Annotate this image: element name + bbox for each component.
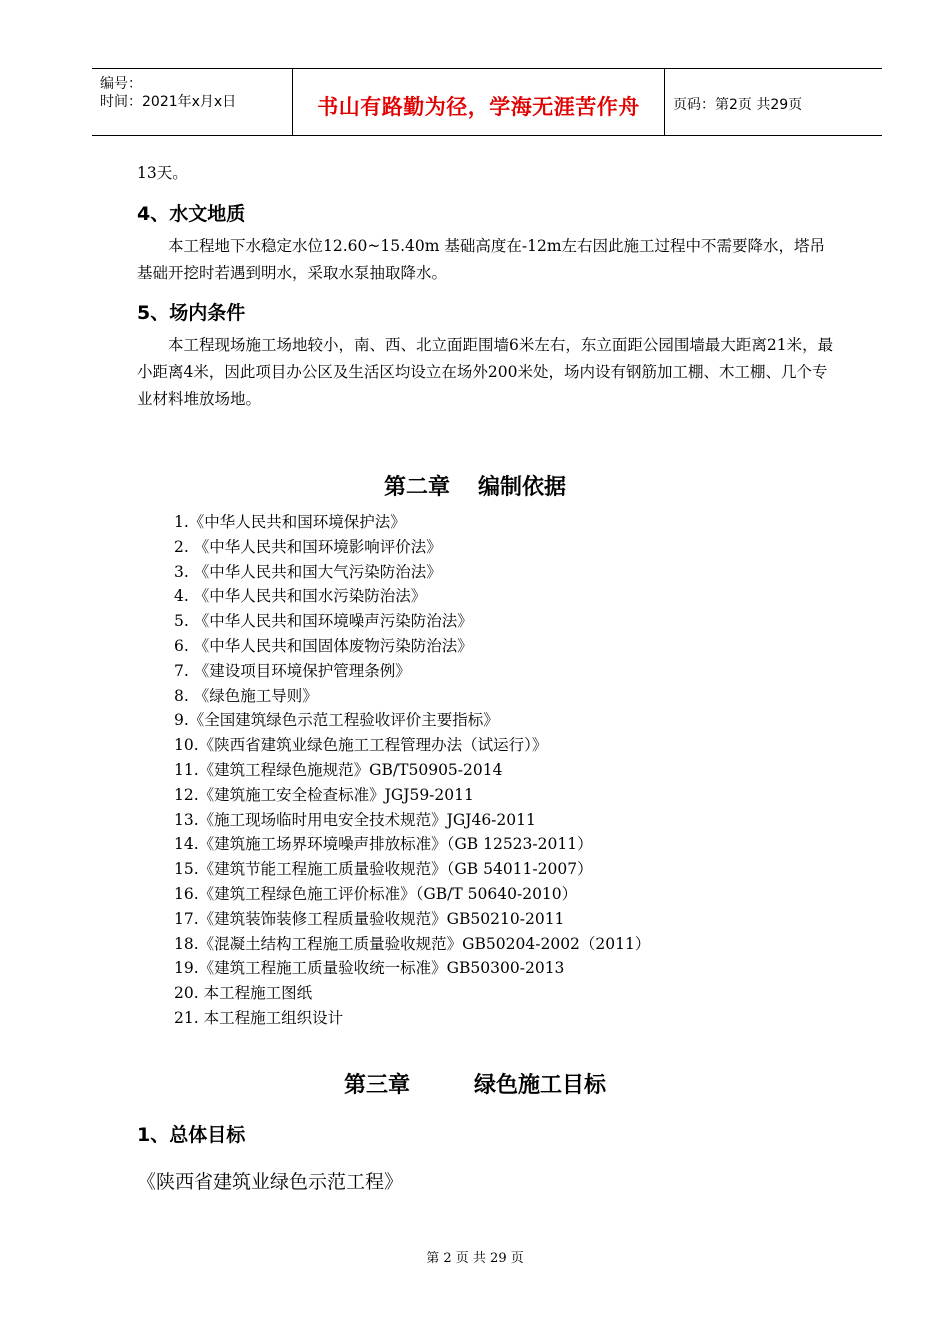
reference-item: 11.《建筑工程绿色施规范》GB/T50905-2014	[174, 760, 503, 779]
doc-code-label: 编号：	[100, 76, 142, 92]
reference-item: 9.《全国建筑绿色示范工程验收评价主要指标》	[174, 711, 499, 730]
reference-item: 15.《建筑节能工程施工质量验收规范》（GB 54011-2007）	[174, 860, 593, 879]
reference-item: 19.《建筑工程施工质量验收统一标准》GB50300-2013	[174, 959, 565, 978]
reference-item: 1.《中华人民共和国环境保护法》	[174, 513, 406, 531]
chapter-heading-2	[0, 470, 950, 501]
reference-item: 13.《施工现场临时用电安全技术规范》JGJ46-2011	[174, 810, 536, 829]
header-page-info: 页码：第2页 共29页	[673, 97, 803, 113]
reference-item: 6. 《中华人民共和国固体废物污染防治法》	[174, 636, 473, 655]
continuation-text: 13天。	[137, 164, 188, 182]
reference-item: 8. 《绿色施工导则》	[174, 686, 318, 705]
reference-item: 3. 《中华人民共和国大气污染防治法》	[174, 562, 442, 581]
section-heading-hydrogeology: 4、水文地质	[137, 203, 246, 225]
reference-item: 2. 《中华人民共和国环境影响评价法》	[174, 537, 442, 556]
page-footer: 第 2 页 共 29 页	[426, 1251, 524, 1266]
page-header	[92, 68, 882, 136]
overall-goal-text: 《陕西省建筑业绿色示范工程》	[137, 1171, 404, 1193]
reference-item: 18.《混凝土结构工程施工质量验收规范》GB50204-2002（2011）	[174, 934, 651, 953]
reference-item: 4. 《中华人民共和国水污染防治法》	[174, 587, 427, 606]
paragraph-site-conditions: 本工程现场施工场地较小，南、西、北立面距围墙6米左右，东立面距公园围墙最大距离21米，最小距离4米，因此项目办公区及生活区均设立在场外200米处，场内设有钢筋加工棚、木工棚、几个专业材料堆放场地。	[137, 336, 834, 408]
chapter-number: 第三章	[343, 1072, 410, 1098]
chapter-number: 第二章	[383, 474, 450, 500]
reference-item: 7. 《建设项目环境保护管理条例》	[174, 661, 411, 680]
header-page-cell	[665, 69, 882, 135]
reference-item: 16.《建筑工程绿色施工评价标准》（GB/T 50640-2010）	[174, 884, 578, 903]
header-motto: 书山有路勤为径，学海无涯苦作舟	[317, 95, 640, 119]
section-heading-overall-goal: 1、总体目标	[137, 1124, 246, 1146]
header-motto-cell	[293, 69, 665, 135]
doc-time-label: 时间：2021年x月x日	[100, 94, 237, 110]
reference-item: 17.《建筑装饰装修工程质量验收规范》GB50210-2011	[174, 909, 565, 928]
reference-item: 14.《建筑施工场界环境噪声排放标准》（GB 12523-2011）	[174, 835, 593, 854]
reference-list	[174, 510, 650, 1031]
reference-item: 10.《陕西省建筑业绿色施工工程管理办法（试运行）》	[174, 736, 548, 755]
chapter-title: 编制依据	[478, 474, 567, 500]
section-heading-site-conditions: 5、场内条件	[137, 302, 246, 324]
paragraph-hydrogeology: 本工程地下水稳定水位12.60~15.40m 基础高度在-12m左右因此施工过程中不需要降水，塔吊基础开挖时若遇到明水，采取水泵抽取降水。	[137, 237, 826, 282]
header-meta-cell	[92, 69, 293, 135]
chapter-title: 绿色施工目标	[474, 1072, 607, 1098]
reference-item: 20. 本工程施工图纸	[174, 984, 313, 1003]
chapter-heading-3	[0, 1068, 950, 1099]
reference-item: 12.《建筑施工安全检查标准》JGJ59-2011	[174, 785, 474, 804]
reference-item: 5. 《中华人民共和国环境噪声污染防治法》	[174, 612, 473, 631]
reference-item: 21. 本工程施工组织设计	[174, 1008, 344, 1027]
